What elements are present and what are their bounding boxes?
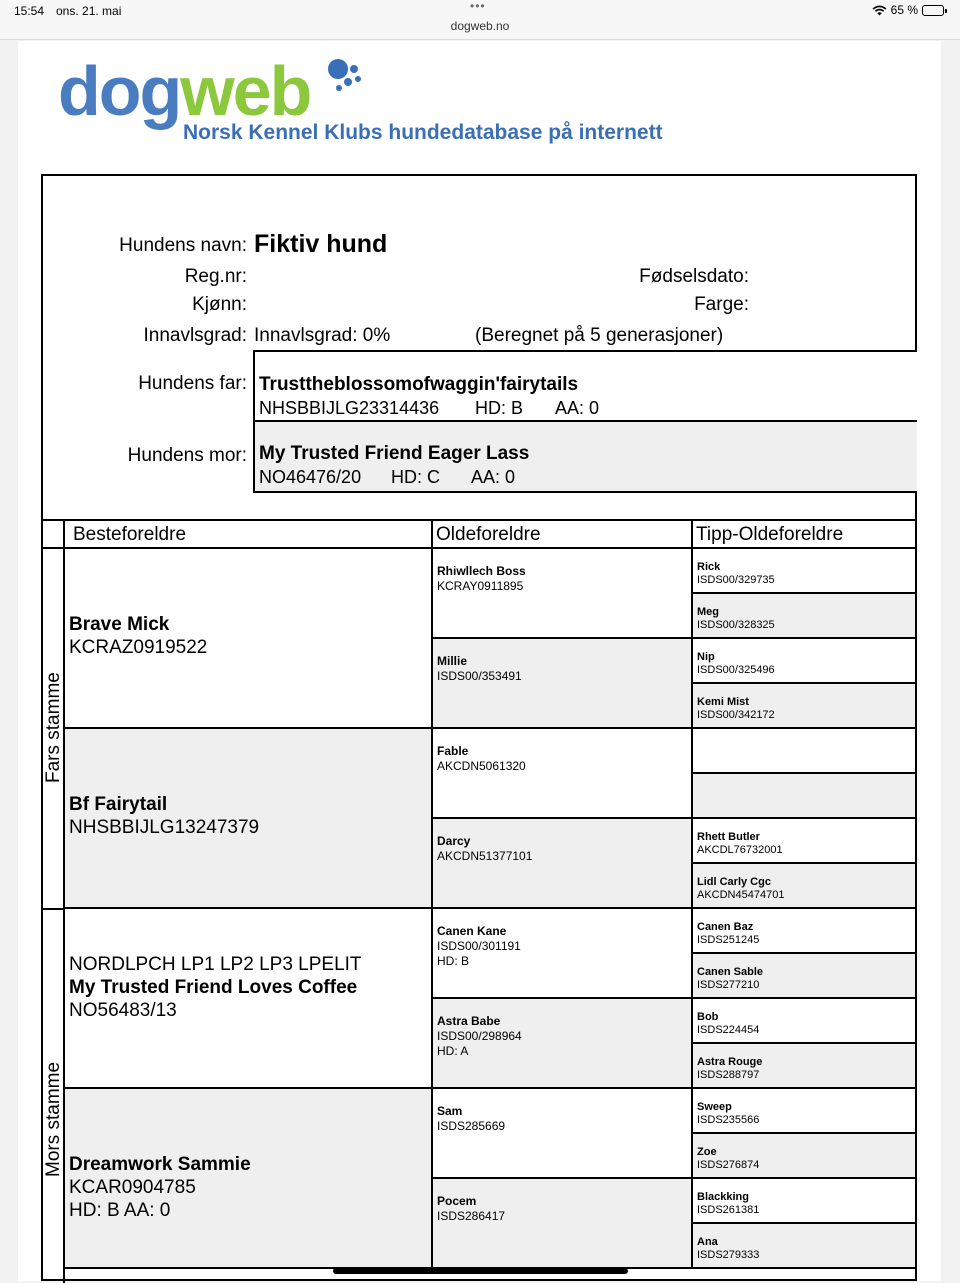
great-great-grandparent-name: Meg [697, 606, 719, 618]
great-grandparent-cell[interactable] [433, 819, 693, 909]
great-grandparent-cell[interactable] [433, 909, 693, 999]
great-great-grandparent-cell[interactable] [693, 684, 917, 729]
great-great-grandparent-cell[interactable] [693, 864, 917, 909]
more-dots-icon[interactable]: ••• [470, 0, 486, 13]
great-great-grandparent-info [697, 966, 763, 992]
great-great-grandparent-reg: AKCDL76732001 [697, 844, 783, 856]
page [18, 41, 941, 1281]
great-grandparent-reg: KCRAY0911895 [437, 579, 524, 593]
great-grandparent-name: Fable [437, 744, 469, 758]
great-great-grandparent-name: Rhett Butler [697, 831, 760, 843]
great-great-grandparent-cell[interactable] [693, 1134, 917, 1179]
great-grandparent-info [437, 1014, 522, 1059]
great-grandparent-reg: AKCDN51377101 [437, 849, 533, 863]
great-great-grandparent-info [697, 831, 783, 857]
father-hd: HD: B [475, 398, 524, 418]
great-grandparent-cell[interactable] [433, 1179, 693, 1269]
great-great-grandparent-info [697, 1101, 759, 1127]
great-grandparent-cell[interactable] [433, 729, 693, 819]
grandparent-name: My Trusted Friend Loves Coffee [69, 977, 358, 998]
father-name[interactable]: Trusttheblossomofwaggin'fairytails [259, 374, 579, 395]
grandparent-reg: KCAR0904785 [69, 1177, 196, 1198]
mother-name[interactable]: My Trusted Friend Eager Lass [259, 443, 530, 464]
great-great-grandparent-info [697, 1011, 759, 1037]
great-grandparent-cell[interactable] [433, 639, 693, 729]
header-cell-1 [65, 521, 433, 549]
great-great-grandparent-cell[interactable] [693, 774, 917, 819]
grandparent-title: NORDLPCH LP1 LP2 LP3 LPELIT [69, 954, 362, 975]
mother-box[interactable] [253, 420, 917, 493]
great-great-grandparent-name: Lidl Carly Cgc [697, 876, 771, 888]
header-tipp-oldeforeldre: Tipp-Oldeforeldre [696, 524, 844, 545]
grandparent-cell[interactable] [65, 1089, 433, 1269]
status-time: 15:54 [14, 4, 45, 18]
pedigree-frame [41, 174, 917, 1281]
great-grandparent-reg: ISDS286417 [437, 1209, 506, 1223]
father-label: Hundens far: [138, 373, 247, 394]
sex-label: Kjønn: [192, 294, 247, 315]
great-grandparent-extra: HD: A [437, 1044, 469, 1058]
great-great-grandparent-reg: AKCDN45474701 [697, 889, 785, 901]
birth-label: Fødselsdato: [639, 266, 749, 287]
great-great-grandparent-reg: ISDS251245 [697, 934, 760, 946]
great-great-grandparent-name: Ana [697, 1236, 718, 1248]
great-grandparent-name: Pocem [437, 1194, 477, 1208]
great-grandparent-name: Millie [437, 654, 468, 668]
great-great-grandparent-info [697, 1146, 759, 1172]
great-great-grandparent-name: Nip [697, 651, 715, 663]
great-great-grandparent-name: Blackking [697, 1191, 749, 1203]
great-grandparent-info [437, 654, 522, 684]
great-great-grandparent-reg: ISDS288797 [697, 1069, 760, 1081]
great-great-grandparent-info [697, 1056, 762, 1082]
mother-aa: AA: 0 [471, 467, 516, 487]
great-great-grandparent-reg: ISDS279333 [697, 1249, 760, 1261]
great-grandparent-reg: ISDS00/353491 [437, 669, 522, 683]
great-great-grandparent-reg: ISDS00/342172 [697, 709, 775, 721]
inbreeding-note: (Beregnet på 5 generasjoner) [475, 325, 724, 346]
great-great-grandparent-name: Canen Baz [697, 921, 754, 933]
great-great-grandparent-cell[interactable] [693, 549, 917, 594]
great-great-grandparent-info [697, 696, 775, 722]
url-bar[interactable]: dogweb.no [450, 19, 510, 33]
great-great-grandparent-reg: ISDS00/328325 [697, 619, 775, 631]
great-great-grandparent-cell[interactable] [693, 954, 917, 999]
great-great-grandparent-reg: ISDS261381 [697, 1204, 760, 1216]
great-grandparent-cell[interactable] [433, 549, 693, 639]
great-great-grandparent-reg: ISDS277210 [697, 979, 760, 991]
mors-stamme-label: Mors stamme [43, 1061, 64, 1177]
great-grandparent-cell[interactable] [433, 999, 693, 1089]
grandparent-reg: NO56483/13 [69, 1000, 177, 1021]
inbreeding-label: Innavlsgrad: [143, 325, 247, 346]
father-box[interactable] [253, 350, 917, 422]
status-date: ons. 21. mai [56, 4, 122, 18]
great-grandparent-info [437, 924, 521, 969]
great-grandparent-reg: ISDS285669 [437, 1119, 506, 1133]
great-great-grandparent-cell[interactable] [693, 1044, 917, 1089]
great-grandparent-name: Darcy [437, 834, 471, 848]
great-grandparent-reg: ISDS00/298964 [437, 1029, 522, 1043]
great-great-grandparent-info [697, 1191, 759, 1217]
grandparent-info [69, 793, 259, 839]
great-great-grandparent-name: Bob [697, 1011, 719, 1023]
great-great-grandparent-info [697, 561, 775, 587]
header-oldeforeldre: Oldeforeldre [436, 524, 541, 545]
great-great-grandparent-name: Rick [697, 561, 721, 573]
great-grandparent-info [437, 1104, 505, 1134]
great-great-grandparent-cell[interactable] [693, 1179, 917, 1224]
battery-icon [922, 5, 944, 16]
grandparent-info [69, 953, 362, 1022]
grandparent-name: Dreamwork Sammie [69, 1154, 251, 1175]
logo-dots-icon [324, 57, 364, 97]
grandparent-reg: NHSBBIJLG13247379 [69, 817, 260, 838]
great-grandparent-name: Sam [437, 1104, 463, 1118]
great-great-grandparent-cell[interactable] [693, 639, 917, 684]
fars-stamme-label: Fars stamme [43, 672, 64, 783]
great-great-grandparent-info [697, 876, 784, 902]
great-great-grandparent-reg: ISDS00/329735 [697, 574, 775, 586]
color-label: Farge: [694, 294, 749, 315]
great-great-grandparent-cell[interactable] [693, 819, 917, 864]
grandparent-cell[interactable] [65, 909, 433, 1089]
grandparent-reg: KCRAZ0919522 [69, 637, 208, 658]
great-grandparent-info [437, 834, 532, 864]
mother-hd: HD: C [391, 467, 440, 487]
great-grandparent-name: Canen Kane [437, 924, 507, 938]
grandparent-name: Brave Mick [69, 614, 170, 635]
inbreeding-value: Innavlsgrad: 0% [254, 325, 391, 346]
home-indicator[interactable] [333, 1268, 628, 1274]
great-great-grandparent-reg: ISDS00/325496 [697, 664, 775, 676]
great-grandparent-extra: HD: B [437, 954, 470, 968]
grandparent-cell[interactable] [65, 549, 433, 729]
great-grandparent-name: Astra Babe [437, 1014, 501, 1028]
mother-label: Hundens mor: [127, 445, 247, 466]
great-great-grandparent-name: Kemi Mist [697, 696, 749, 708]
father-reg: NHSBBIJLG23314436 [259, 398, 440, 418]
logo-dog-text: dog [58, 52, 181, 130]
great-great-grandparent-info [697, 1236, 759, 1262]
mother-reg: NO46476/20 [259, 467, 362, 487]
great-grandparent-reg: ISDS00/301191 [437, 939, 521, 953]
status-right [872, 3, 944, 17]
great-great-grandparent-reg: ISDS276874 [697, 1159, 760, 1171]
great-grandparent-info [437, 744, 526, 774]
pedigree-table [41, 519, 917, 1281]
grandparent-cell[interactable] [65, 729, 433, 909]
grandparent-extra: HD: B AA: 0 [69, 1200, 171, 1221]
header-corner [41, 521, 65, 549]
regnr-label: Reg.nr: [184, 266, 247, 287]
great-great-grandparent-cell[interactable] [693, 594, 917, 639]
great-great-grandparent-reg: ISDS224454 [697, 1024, 760, 1036]
great-great-grandparent-name: Astra Rouge [697, 1056, 763, 1068]
grandparent-name: Bf Fairytail [69, 794, 168, 815]
great-great-grandparent-info [697, 921, 759, 947]
great-great-grandparent-cell[interactable] [693, 1224, 917, 1269]
great-great-grandparent-name: Zoe [697, 1146, 717, 1158]
great-great-grandparent-info [697, 651, 775, 677]
great-great-grandparent-cell[interactable] [693, 729, 917, 774]
great-great-grandparent-cell[interactable] [693, 1089, 917, 1134]
father-aa: AA: 0 [555, 398, 600, 418]
grandparent-info [69, 1153, 251, 1222]
great-grandparent-cell[interactable] [433, 1089, 693, 1179]
great-great-grandparent-name: Sweep [697, 1101, 732, 1113]
great-great-grandparent-reg: ISDS235566 [697, 1114, 760, 1126]
great-grandparent-name: Rhiwllech Boss [437, 564, 526, 578]
great-grandparent-reg: AKCDN5061320 [437, 759, 526, 773]
great-grandparent-info [437, 564, 526, 594]
header-cell-3 [693, 521, 917, 549]
status-bar [0, 0, 960, 40]
grandparent-info [69, 613, 207, 659]
wifi-icon [872, 5, 887, 16]
battery-percent: 65 % [890, 3, 918, 17]
great-great-grandparent-info [697, 606, 775, 632]
logo-subtitle: Norsk Kennel Klubs hundedatabase på internett [183, 121, 663, 144]
great-great-grandparent-name: Canen Sable [697, 966, 764, 978]
great-great-grandparent-cell[interactable] [693, 999, 917, 1044]
logo-web-text: web [180, 52, 311, 130]
dogweb-logo[interactable] [58, 51, 663, 144]
great-great-grandparent-cell[interactable] [693, 909, 917, 954]
name-label: Hundens navn: [119, 235, 247, 256]
dog-name: Fiktiv hund [254, 230, 388, 258]
header-cell-2 [433, 521, 693, 549]
header-besteforeldre: Besteforeldre [73, 524, 187, 545]
great-grandparent-info [437, 1194, 505, 1224]
